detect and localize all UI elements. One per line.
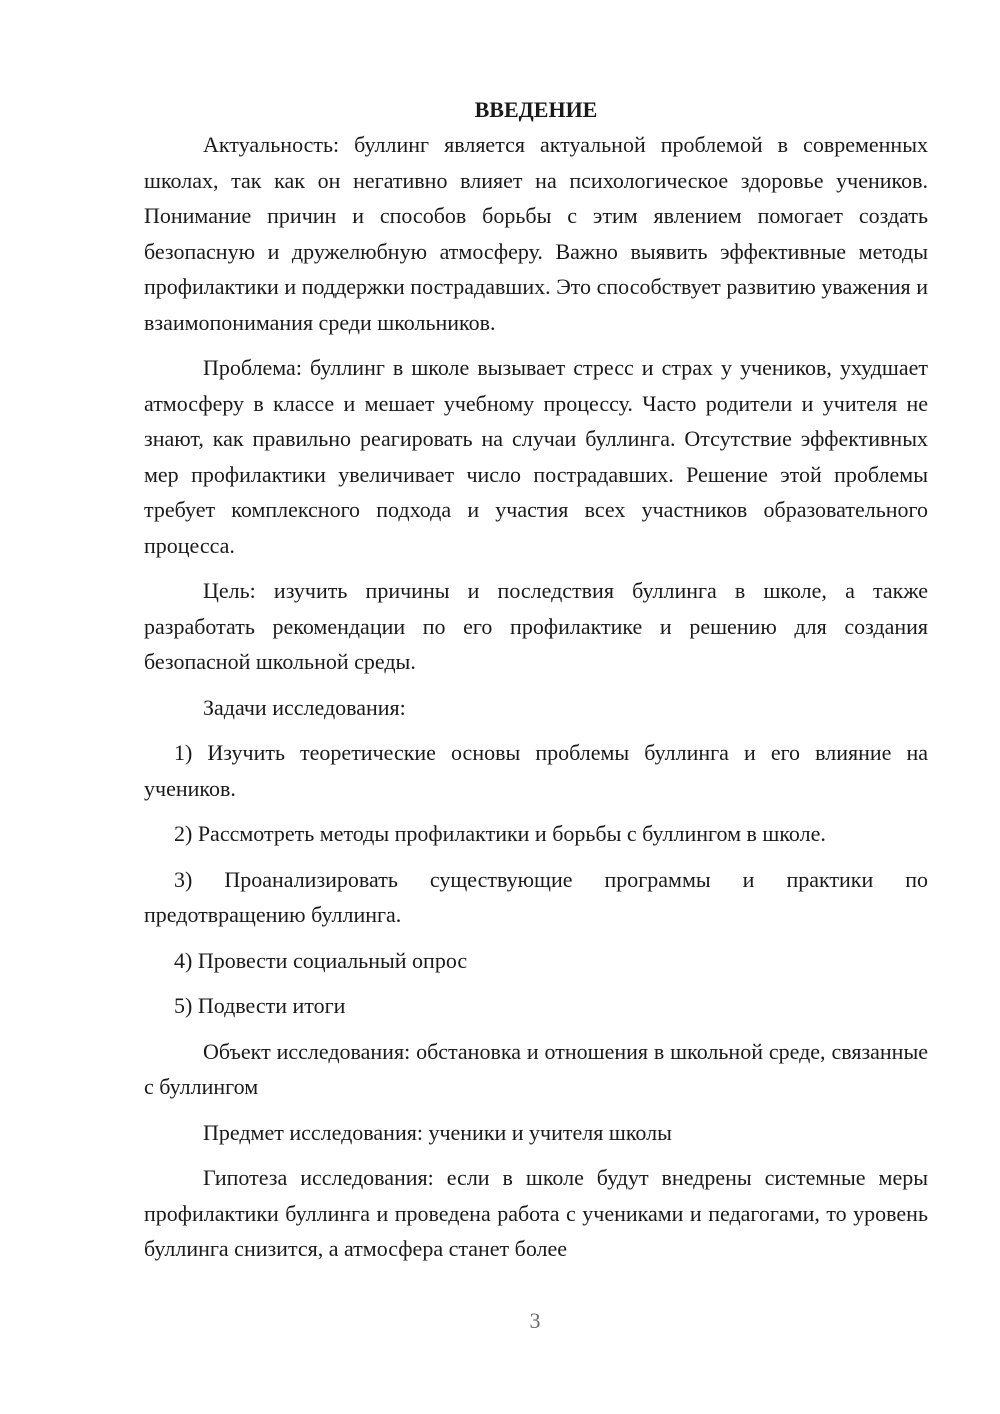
tasks-title: Задачи исследования: [203,694,406,720]
document-page [144,92,928,1267]
subject-paragraph: Предмет исследования: ученики и учителя школы [203,1119,672,1145]
hypothesis-paragraph: Гипотеза исследования: если в школе будут внедрены системные меры профилактики буллинга и проведена работа с учениками и педагогами, то уровень буллинга снизится, а атмосфера станет более [144,1165,928,1261]
object-paragraph: Объект исследования: обстановка и отношения в школьной среде, связанные с буллингом [144,1038,928,1099]
relevance-paragraph: Актуальность: буллинг является актуальной проблемой в современных школах, так как он негативно влияет на психологическое здоровье учеников. Понимание причин и способов борьбы с этим явлением помогает создать безопасную и дружелюбную атмосферу. Важно выявить эффективные методы профилактики и поддержки пострадавших. Это способствует развитию уважения и взаимопонимания среди школьников. [144,132,928,335]
page-number: 3 [529,1308,541,1333]
page-title: ВВЕДЕНИЕ [474,97,598,122]
task-item-5: 5) Подвести итоги [174,993,346,1018]
task-item-1: 1) Изучить теоретические основы проблемы буллинга и его влияние на учеников. [144,740,928,801]
task-item-3: 3) Проанализировать существующие программы и практики по предотвращению буллинга. [144,866,928,927]
goal-paragraph: Цель: изучить причины и последствия буллинга в школе, а также разработать рекомендации по его профилактике и решению для создания безопасной школьной среды. [144,578,928,674]
problem-paragraph: Проблема: буллинг в школе вызывает стресс и страх у учеников, ухудшает атмосферу в классе и мешает учебному процессу. Часто родители и учителя не знают, как правильно реагировать на случаи буллинга. Отсутствие эффективных мер профилактики увеличивает число пострадавших. Решение этой проблемы требует комплексного подхода и участия всех участников образовательного процесса. [144,355,928,558]
task-item-2: 2) Рассмотреть методы профилактики и борьбы с буллингом в школе. [174,821,826,846]
task-item-4: 4) Провести социальный опрос [174,947,468,973]
